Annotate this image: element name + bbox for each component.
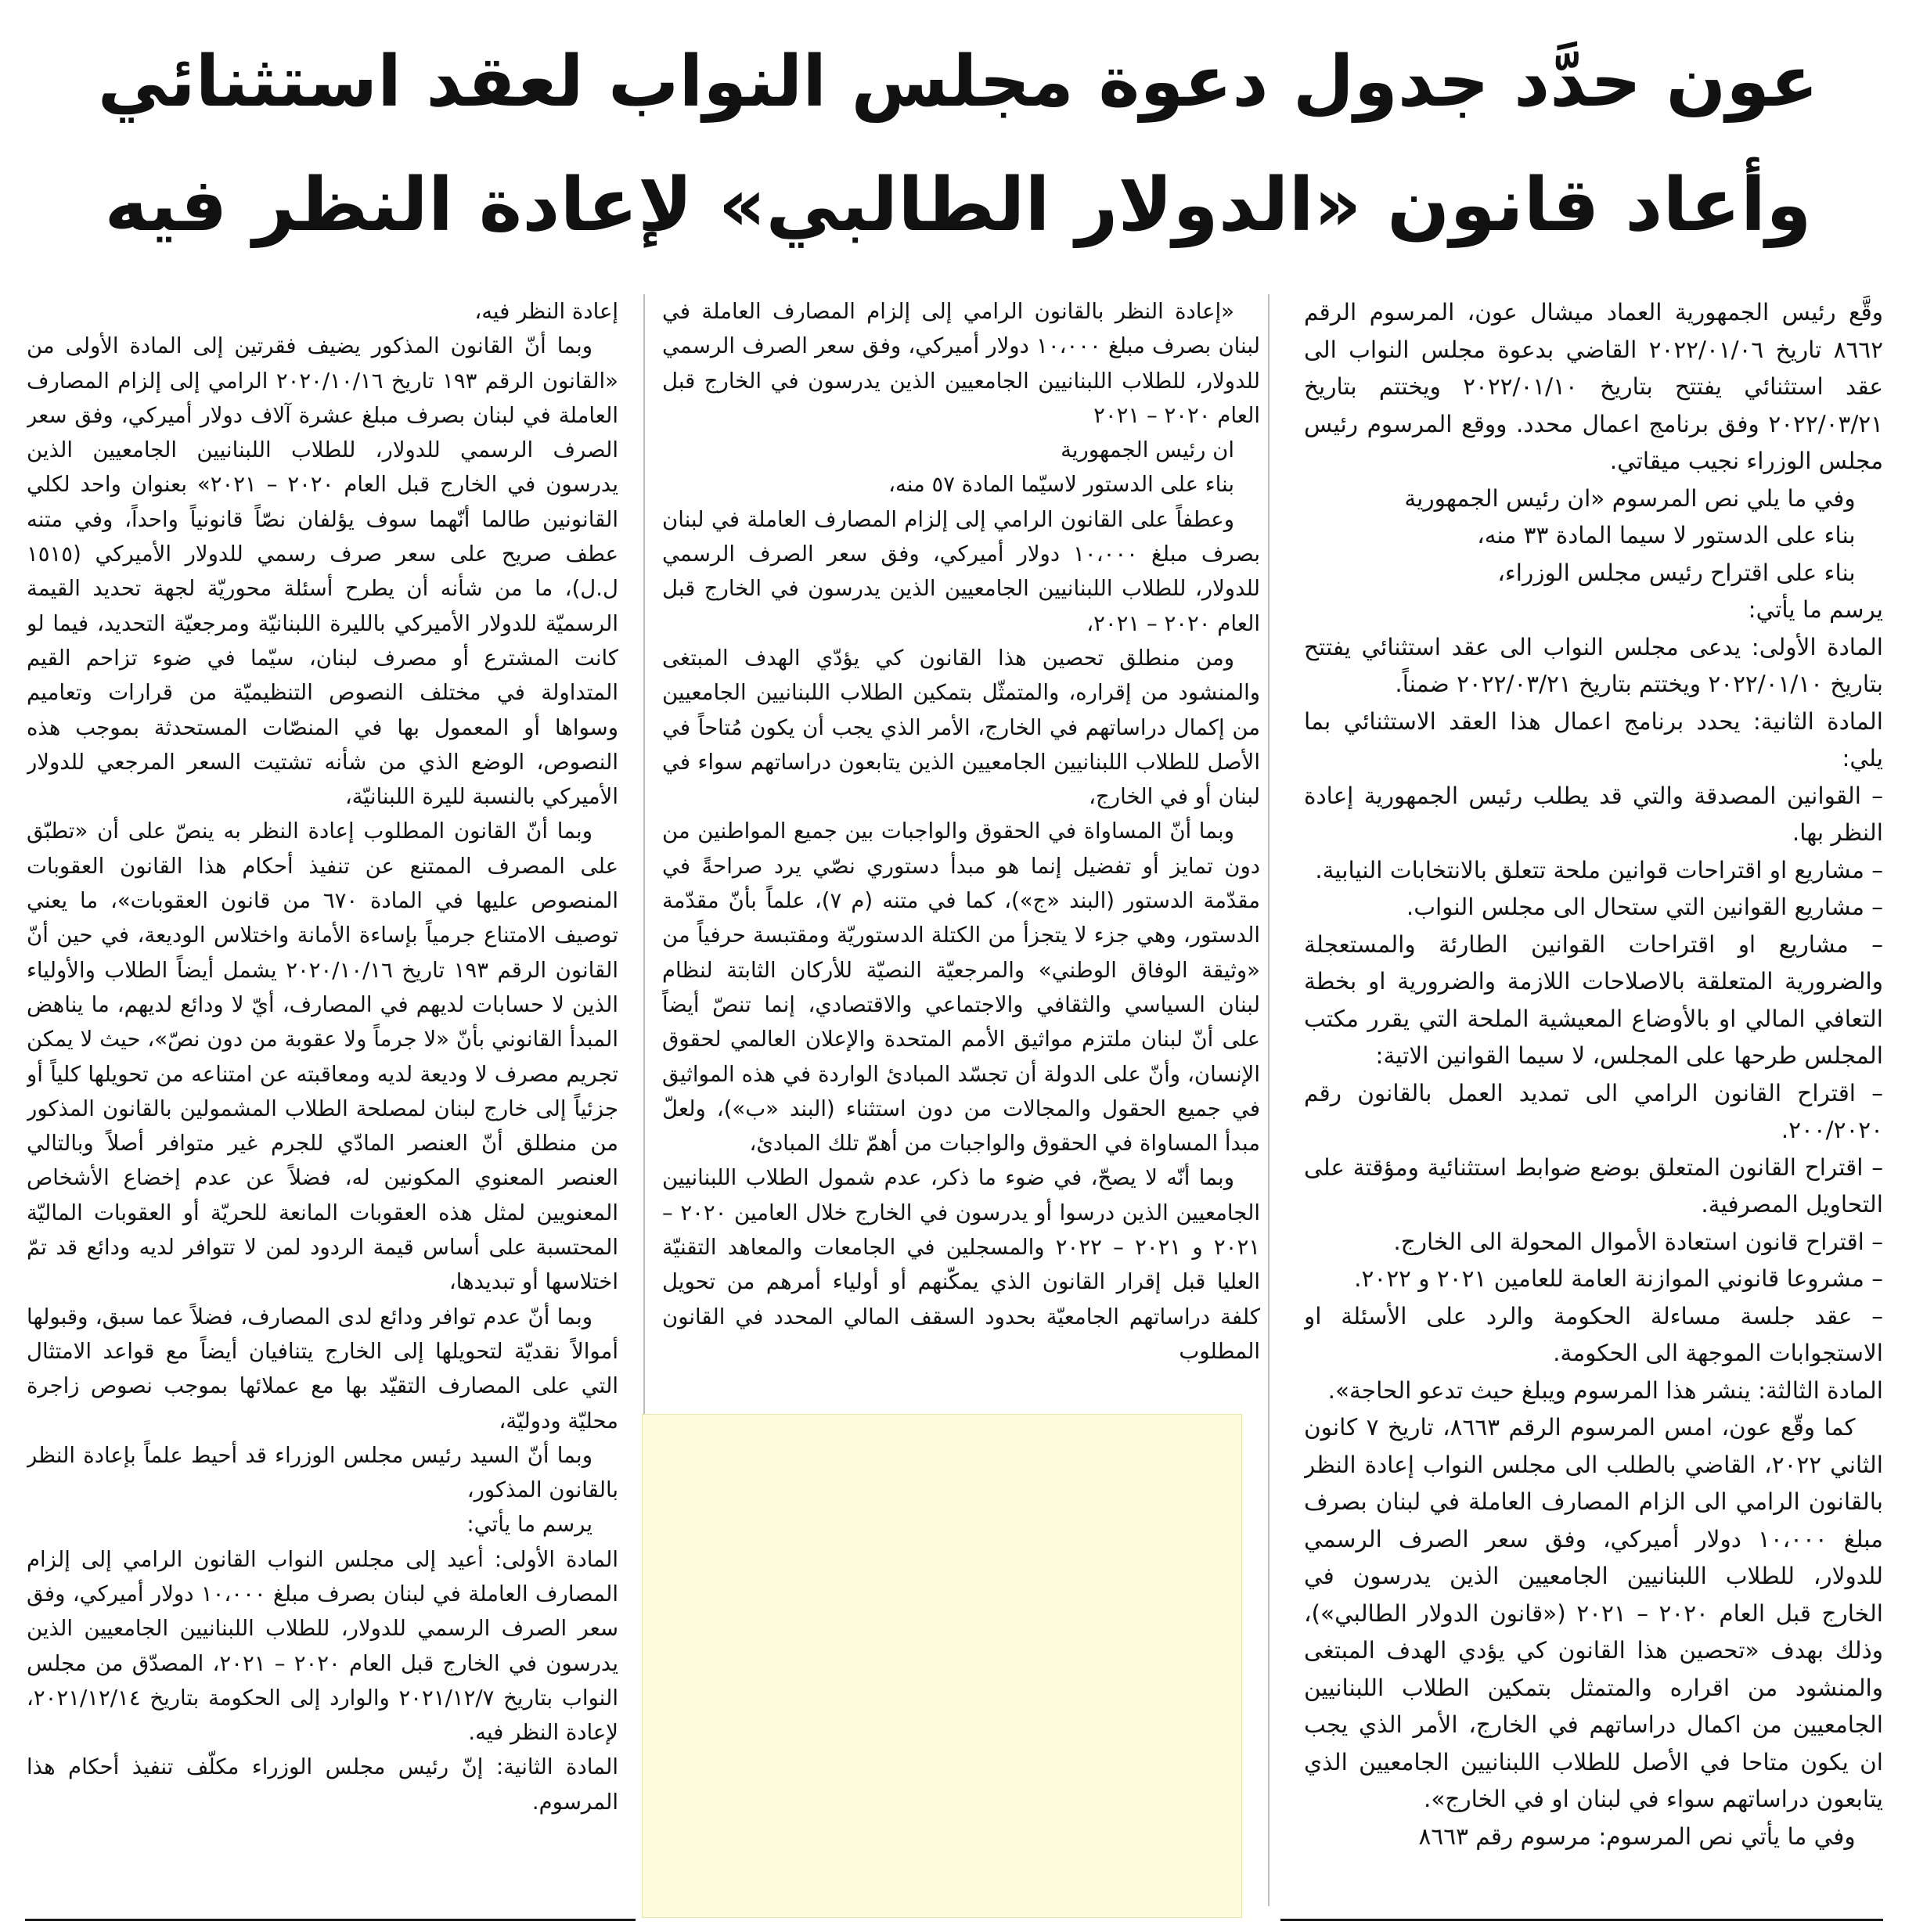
article-column-middle [662, 294, 1260, 1374]
paragraph: وبما أنّ القانون المذكور يضيف فقرتين إلى المادة الأولى من «القانون الرقم ١٩٣ تاريخ ٢٠٢٠/١٠/١٦ الرامي إلى إلزام المصارف العاملة في لبنان بصرف مبلغ عشرة آلاف دولار أميركي، وفق سعر الصرف الرسمي للدولار، للطلاب اللبنانيين الجامعيين الذين يدرسون في الخارج قبل العام ٢٠٢٠ – ٢٠٢١» بعنوان واحد لكلي القانونين طالما أنّهما سوف يؤلفان نصّاً قانونياً واحداً، وفي متنه عطف صريح على سعر صرف رسمي للدولار الأميركي (١٥١٥ ل.ل)، ما من شأنه أن يطرح أسئلة محوريّة لجهة تحديد القيمة الرسميّة للدولار الأميركي بالليرة اللبنانيّة ومرجعيّة التحديد، فيما لو كانت المشترع أو مصرف لبنان، سيّما في ضوء تزاحم القيم المتداولة في مختلف النصوص التنظيميّة من قرارات وتعاميم وسواها أو المعمول بها في المنصّات المستحدثة بموجب هذه النصوص، الوضع الذي من شأنه تشتيت السعر المرجعي للدولار الأميركي بالنسبة لليرة اللبنانيّة، [27, 333, 618, 810]
list-item: – مشاريع القوانين التي ستحال الى مجلس النواب. [1406, 894, 1883, 920]
paragraph: المادة الثانية: إنّ رئيس مجلس الوزراء مكلّف تنفيذ أحكام هذا المرسوم. [27, 1754, 618, 1815]
paragraph: وفي ما يلي نص المرسوم «ان رئيس الجمهورية [1404, 484, 1856, 512]
list-item: – عقد جلسة مساءلة الحكومة والرد على الأسئلة او الاستجوابات الموجهة الى الحكومة. [1304, 1302, 1883, 1366]
paragraph: وبما أنّ السيد رئيس مجلس الوزراء قد أحيط علماً بإعادة النظر بالقانون المذكور، [27, 1442, 618, 1503]
paragraph: المادة الثالثة: ينشر هذا المرسوم ويبلغ حيث تدعو الحاجة». [1327, 1376, 1883, 1404]
paragraph: وعطفاً على القانون الرامي إلى إلزام المصارف العاملة في لبنان بصرف مبلغ ١٠،٠٠٠ دولار أميركي، وفق سعر الصرف الرسمي للدولار، للطلاب اللبنانيين الجامعيين الذين يدرسون في الخارج قبل العام ٢٠٢٠ – ٢٠٢١، [662, 506, 1260, 636]
column-divider [1268, 294, 1270, 1906]
list-item: – اقتراح القانون الرامي الى تمديد العمل بالقانون رقم ٢٠٠/٢٠٢٠. [1304, 1079, 1883, 1143]
paragraph: وبما أنّ عدم توافر ودائع لدى المصارف، فضلاً عما سبق، وقبولها أموالاً نقديّة لتحويلها إلى الخارج يتنافيان أيضاً مع قواعد الامتثال التي على المصارف التقيّد بها مع عملائها بموجب نصوص زاجرة محليّة ودوليّة، [27, 1304, 618, 1434]
headline-line-2: وأعاد قانون «الدولار الطالبي» لإعادة النظر فيه [104, 163, 1812, 248]
bottom-rule [25, 1919, 636, 1921]
paragraph: ومن منطلق تحصين هذا القانون كي يؤدّي الهدف المبتغى والمنشود من إقراره، والمتمثّل بتمكين الطلاب اللبنانيين الجامعيين من إكمال دراساتهم في الخارج، الأمر الذي يجب أن يكون مُتاحاً في الأصل للطلاب اللبنانيين الجامعيين الذين يتابعون دراساتهم سواء في لبنان أو في الخارج، [662, 645, 1260, 810]
paragraph: بناء على الدستور لا سيما المادة ٣٣ منه، [1477, 522, 1856, 549]
paragraph: المادة الثانية: يحدد برنامج اعمال هذا العقد الاستثنائي بما يلي: [1304, 707, 1883, 772]
list-item: – اقتراح قانون استعادة الأموال المحولة الى الخارج. [1393, 1228, 1883, 1255]
paragraph: بناء على الدستور لاسيّما المادة ٥٧ منه، [888, 472, 1234, 498]
list-item: – مشاريع او اقتراحات القوانين الطارئة والمستعجلة والضرورية المتعلقة بالاصلاحات اللازمة والضرورية او بخطة التعافي المالي او بالأوضاع المعيشية الملحة التي يقرر مكتب المجلس طرحها على المجلس، لا سيما القوانين الاتية: [1304, 930, 1883, 1069]
article-column-right [1304, 294, 1883, 1891]
paragraph: وقَّع رئيس الجمهورية العماد ميشال عون، المرسوم الرقم ٨٦٦٢ تاريخ ٢٠٢٢/٠١/٠٦ القاضي بدعوة مجلس النواب الى عقد استثنائي يفتتح بتاريخ ٢٠٢٢/٠١/١٠ ويختتم بتاريخ ٢٠٢٢/٠٣/٢١ وفق برنامج اعمال محدد. ووقع المرسوم رئيس مجلس الوزراء نجيب ميقاتي. [1304, 299, 1883, 474]
list-item: – القوانين المصدقة والتي قد يطلب رئيس الجمهورية إعادة النظر بها. [1304, 782, 1883, 846]
paragraph: ان رئيس الجمهورية [1061, 437, 1234, 463]
paragraph: بناء على اقتراح رئيس مجلس الوزراء، [1497, 559, 1856, 586]
paragraph: كما وقّع عون، امس المرسوم الرقم ٨٦٦٣، تاريخ ٧ كانون الثاني ٢٠٢٢، القاضي بالطلب الى مجلس النواب إعادة النظر بالقانون الرامي الى الزام المصارف العاملة في لبنان بصرف مبلغ ١٠،٠٠٠ دولار أميركي، وفق سعر الصرف الرسمي للدولار، للطلاب اللبنانيين الجامعيين الذين يدرسون في الخارج قبل العام ٢٠٢٠ – ٢٠٢١ («قانون الدولار الطالبي»)، وذلك بهدف «تحصين هذا القانون كي يؤدي الهدف المبتغى والمنشود من اقراره والمتمثل بتمكين الطلاب اللبنانيين الجامعيين من اكمال دراساتهم في الخارج، الأمر الذي يجب ان يكون متاحا في الأصل للطلاب اللبنانيين الجامعيين الذي يتابعون دراساتهم سواء في لبنان او في الخارج». [1304, 1414, 1883, 1812]
paragraph: إعادة النظر فيه، [474, 299, 618, 324]
list-item: – اقتراح القانون المتعلق بوضع ضوابط استثنائية ومؤقتة على التحاويل المصرفية. [1304, 1153, 1883, 1218]
paragraph: يرسم ما يأتي: [1748, 596, 1883, 623]
paragraph: «إعادة النظر بالقانون الرامي إلى إلزام المصارف العاملة في لبنان بصرف مبلغ ١٠،٠٠٠ دولار أميركي، وفق سعر الصرف الرسمي للدولار، للطلاب اللبنانيين الجامعيين الذين يدرسون في الخارج قبل العام ٢٠٢٠ – ٢٠٢١ [662, 299, 1260, 428]
paragraph: المادة الأولى: أعيد إلى مجلس النواب القانون الرامي إلى إلزام المصارف العاملة في لبنان بصرف مبلغ ١٠،٠٠٠ دولار أميركي، وفق سعر الصرف الرسمي للدولار، للطلاب اللبنانيين الجامعيين الذين يدرسون في الخارج قبل العام ٢٠٢٠ – ٢٠٢١، المصدّق من مجلس النواب بتاريخ ٢٠٢١/١٢/٧ والوارد إلى الحكومة بتاريخ ٢٠٢١/١٢/١٤، لإعادة النظر فيه. [27, 1546, 618, 1746]
bottom-rule [1280, 1919, 1883, 1921]
article-column-left [27, 294, 618, 1844]
list-item: – مشاريع او اقتراحات قوانين ملحة تتعلق بالانتخابات النيابية. [1315, 856, 1883, 883]
paragraph: وبما أنّ القانون المطلوب إعادة النظر به ينصّ على أن «تطبّق على المصرف الممتنع عن تنفيذ أحكام هذا القانون العقوبات المنصوص عليها في المادة ٦٧٠ من قانون العقوبات»، ما يعني توصيف الامتناع جرمياً بإساءة الأمانة واختلاس الوديعة، في حين أنّ القانون الرقم ١٩٣ تاريخ ٢٠٢٠/١٠/١٦ يشمل أيضاً الطلاب والأولياء الذين لا حسابات لديهم في المصارف، أيّ لا ودائع لديهم، ما يناهض المبدأ القانوني بأنّ «لا جرماً ولا عقوبة من دون نصّ»، حيث لا يمكن تجريم مصرف لا وديعة لديه ومعاقبته عن امتناعه من تحويلها كلياً أو جزئياً إلى خارج لبنان لمصلحة الطلاب المشمولين بالقانون المذكور من منطلق أنّ العنصر المادّي للجرم غير متوافر أصلاً وبالتالي العنصر المعنوي المكونين له، فضلاً عن عدم إخضاع الأشخاص المعنويين لمثل هذه العقوبات المانعة للحريّة أو العقوبات الماليّة المحتسبة على أساس قيمة الردود لمن لا تتوافر لديه ودائع قد تمّ اختلاسها أو تبديدها، [27, 818, 618, 1295]
paragraph: وفي ما يأتي نص المرسوم: مرسوم رقم ٨٦٦٣ [1418, 1822, 1856, 1850]
advertisement-placeholder [642, 1414, 1242, 1918]
headline-line-1: عون حدَّد جدول دعوة مجلس النواب لعقد استثنائي [97, 41, 1819, 123]
list-item: – مشروعا قانوني الموازنة العامة للعامين ٢٠٢١ و ٢٠٢٢. [1354, 1265, 1883, 1292]
paragraph: وبما أنّ المساواة في الحقوق والواجبات بين جميع المواطنين من دون تمايز أو تفضيل إنما هو مبدأ دستوري نصّي يرد صراحةً في مقدّمة الدستور (البند «ج»)، كما في متنه (م ٧)، علماً بأنّ مقدّمة الدستور، وهي جزء لا يتجزأ من الكتلة الدستوريّة ومقتبسة حرفياً من «وثيقة الوفاق الوطني» والمرجعيّة النصيّة للأركان الثابتة لنظام لبنان السياسي والثقافي والاجتماعي والاقتصادي، إنما تنصّ أيضاً على أنّ لبنان ملتزم مواثيق الأمم المتحدة والإعلان العالمي لحقوق الإنسان، وأنّ على الدولة أن تجسّد المبادئ الواردة في هذه المواثيق في جميع الحقول والمجالات من دون استثناء (البند «ب»)، ولعلّ مبدأ المساواة في الحقوق والواجبات من أهمّ تلك المبادئ، [662, 818, 1260, 1157]
paragraph: وبما أنّه لا يصحّ، في ضوء ما ذكر، عدم شمول الطلاب اللبنانيين الجامعيين الذين درسوا أو يدرسون في الخارج خلال العامين ٢٠٢٠ – ٢٠٢١ و ٢٠٢١ – ٢٠٢٢ والمسجلين في الجامعات والمعاهد التقنيّة العليا قبل إقرار القانون الذي يمكّنهم أو أولياء أمرهم من تحويل كلفة دراساتهم الجامعيّة بحدود السقف المالي المحدد في القانون المطلوب [662, 1165, 1260, 1364]
paragraph: المادة الأولى: يدعى مجلس النواب الى عقد استثنائي يفتتح بتاريخ ٢٠٢٢/٠١/١٠ ويختتم بتاريخ ٢٠٢٢/٠٣/٢١ ضمناً. [1304, 633, 1883, 697]
paragraph: يرسم ما يأتي: [466, 1512, 592, 1538]
